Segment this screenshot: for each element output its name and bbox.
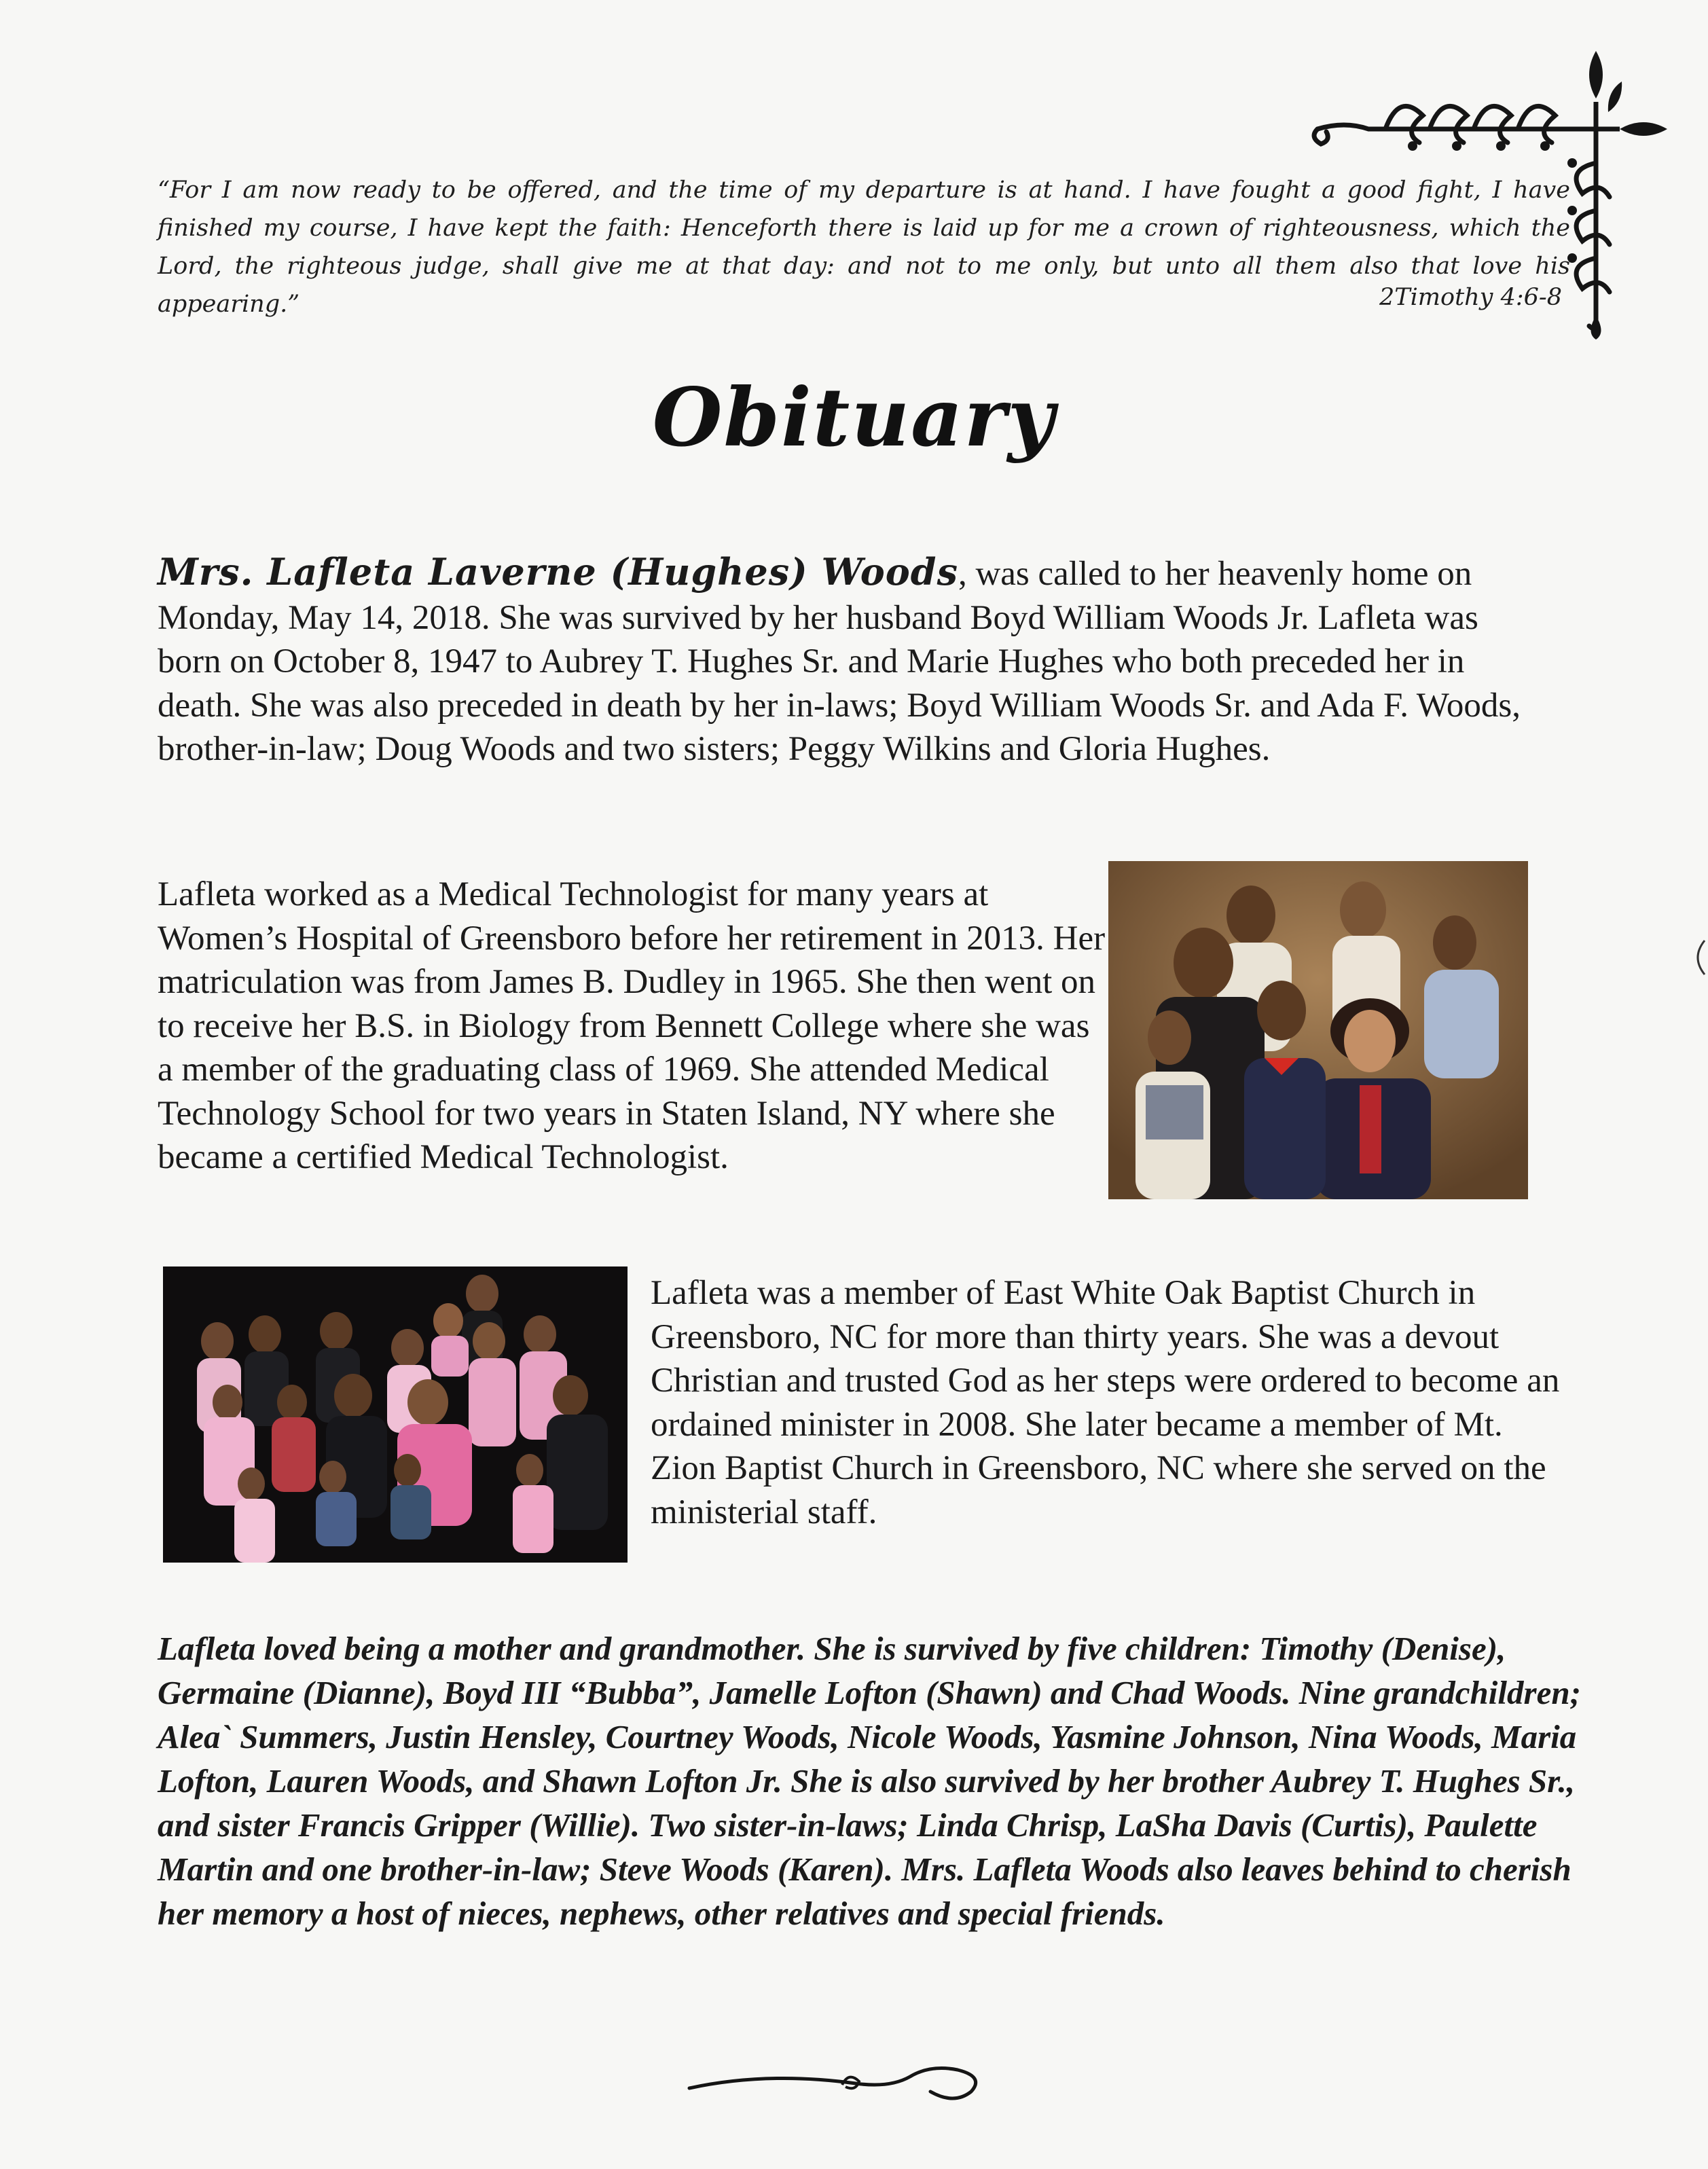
scripture-reference: 2Timothy 4:6-8: [1379, 284, 1562, 311]
intro-text: , was called to her heavenly home on Monday, May 14, 2018. She was survived by her husband Boyd William Woods Jr. Lafleta was born on October 8, 1947 to Aubrey T. Hughes Sr. and Marie Hughes who both preceded her in death. She was also preceded in death by her in-laws; Boyd William Woods Sr. and Ada F. Woods, brother-in-law; Doug Woods and two sisters; Peggy Wilkins and Gloria Hughes.: [158, 555, 1521, 768]
scripture-quote: “For I am now ready to be offered, and the time of my departure is at hand. I have fought a good fight, I have finished my course, I have kept the faith: Henceforth there is laid up for me a crown of righteousness, which the Lord, the righteous judge, shall give me at that day: and not to me only, but unto all them also that love his appearing.”: [158, 177, 1570, 318]
bottom-flourish: [686, 2058, 998, 2112]
career-paragraph: Lafleta worked as a Medical Technologist for many years at Women’s Hospital of Greensboro before her retirement in 2013. Her matriculation was from James B. Dudley in 1965. She then went on to receive her B.S. in Biology from Bennett College where she was a member of the graduating class of 1969. She attended Medical Technology School for two years in Staten Island, NY where she became a certified Medical Technologist.: [158, 875, 1106, 1176]
deceased-name: Mrs. Lafleta Laverne (Hughes) Woods: [158, 550, 958, 594]
intro-paragraph: [158, 550, 1543, 771]
survivors-paragraph: Lafleta loved being a mother and grandmother. She is survived by five children: Timothy (Denise), Germaine (Dianne), Boyd III “Bubba”, Jamelle Lofton (Shawn) and Chad Woods. Nine grandchildren; Alea` Summers, Justin Hensley, Courtney Woods, Nicole Woods, Yasmine Johnson, Nina Woods, Maria Lofton, Lauren Woods, and Shawn Lofton Jr. She is also survived by her brother Aubrey T. Hughes Sr., and sister Francis Gripper (Willie). Two sister-in-laws; Linda Chrisp, LaSha Davis (Curtis), Paulette Martin and one brother-in-law; Steve Woods (Karen). Mrs. Lafleta Woods also leaves behind to cherish her memory a host of nieces, nephews, other relatives and special friends.: [158, 1630, 1581, 1932]
margin-mark: [1688, 937, 1708, 978]
church-paragraph: Lafleta was a member of East White Oak Baptist Church in Greensboro, NC for more than thirty years. She was a devout Christian and trusted God as her steps were ordered to become an ordained minister in 2008. She later became a member of Mt. Zion Baptist Church in Greensboro, NC where she served on the ministerial staff.: [651, 1274, 1560, 1531]
family-portrait-photo: [1108, 861, 1528, 1199]
page-title: Obituary: [652, 370, 1056, 464]
extended-family-photo: [163, 1266, 628, 1563]
